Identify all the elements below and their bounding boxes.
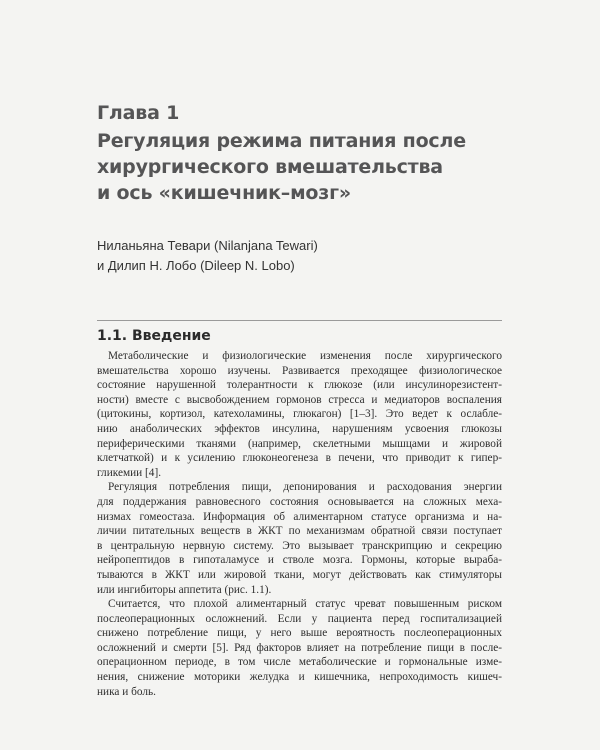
text-line: или ингибиторы аппетита (рис. 1.1). bbox=[97, 583, 272, 596]
text-line: осложнений и смерти [5]. Ряд факторов влияет на потребление пищи в после- bbox=[97, 641, 502, 654]
chapter-title-line: хирургического вмешательства bbox=[97, 156, 443, 178]
text-line: Метаболические и физиологические изменения после хирургического bbox=[108, 350, 502, 362]
author-line: и Дилип Н. Лобо (Dileep N. Lobo) bbox=[97, 258, 295, 273]
paragraph bbox=[97, 597, 502, 699]
paragraph bbox=[97, 480, 502, 597]
text-line: периферическими тканями (например, скелетными мышцами и жировой bbox=[97, 437, 502, 450]
text-line: в центральную нервную систему. Это вызывает транскрипцию и секрецию bbox=[97, 539, 502, 552]
paragraph bbox=[97, 349, 502, 480]
text-line: ника и боль. bbox=[97, 685, 156, 698]
chapter-title-line: и ось «кишечник–мозг» bbox=[97, 182, 351, 204]
text-line: снижено потребление пищи, у него выше вероятность послеоперационных bbox=[97, 627, 502, 640]
section-divider bbox=[97, 320, 502, 321]
text-line: для поддержания равновесного состояния основывается на сложных меха- bbox=[97, 495, 502, 508]
text-line: тываются в ЖКТ или жировой ткани, могут действовать как стимуляторы bbox=[97, 568, 502, 581]
text-line: состояние нарушенной толерантности к глюкозе (или инсулинорезистент- bbox=[97, 379, 502, 392]
text-line: клетчаткой) и к усилению глюконеогенеза в печени, что приводит к гипер- bbox=[97, 452, 502, 465]
chapter-title-line: Регуляция режима питания после bbox=[97, 130, 466, 152]
text-line: операционном периоде, в том числе метаболические и гормональные изме- bbox=[97, 656, 502, 669]
text-line: ности) вместе с высвобождением гормонов стресса и медиаторов воспаления bbox=[97, 393, 502, 406]
text-line: Регуляция потребления пищи, депонирования и расходования энергии bbox=[108, 481, 502, 494]
text-line: послеоперационных осложнений. Если у пациента перед госпитализацией bbox=[97, 612, 502, 625]
text-line: гликемии [4]. bbox=[97, 466, 162, 479]
text-line: Считается, что плохой алиментарный статус чреват повышенным риском bbox=[108, 598, 502, 611]
text-line: нения, снижение моторики желудка и кишечника, непроходимость кишеч- bbox=[97, 671, 502, 684]
text-line: нию анаболических эффектов инсулина, нарушениям усвоения глюкозы bbox=[97, 422, 502, 435]
text-line: низмах гомеостаза. Информация об алиментарном статусе организма и на- bbox=[97, 510, 502, 523]
section-title: 1.1. Введение bbox=[97, 328, 211, 344]
chapter-number: Глава 1 bbox=[97, 102, 180, 124]
chapter-heading bbox=[97, 100, 517, 206]
body-text bbox=[97, 349, 502, 699]
text-line: вмешательства хорошо изучены. Развивается преходящее физиологическое bbox=[97, 364, 502, 377]
text-line: (цитокины, кортизол, катехоламины, глюкагон) [1–3]. Это ведет к ослабле- bbox=[97, 408, 502, 421]
text-line: личии питательных веществ в ЖКТ по механизмам обратной связи поступает bbox=[97, 525, 502, 538]
text-line: нейропептидов в гипоталамусе и стволе мозга. Гормоны, которые выраба- bbox=[97, 554, 502, 567]
authors-block bbox=[97, 236, 318, 276]
author-line: Ниланьяна Тевари (Nilanjana Tewari) bbox=[97, 238, 318, 253]
